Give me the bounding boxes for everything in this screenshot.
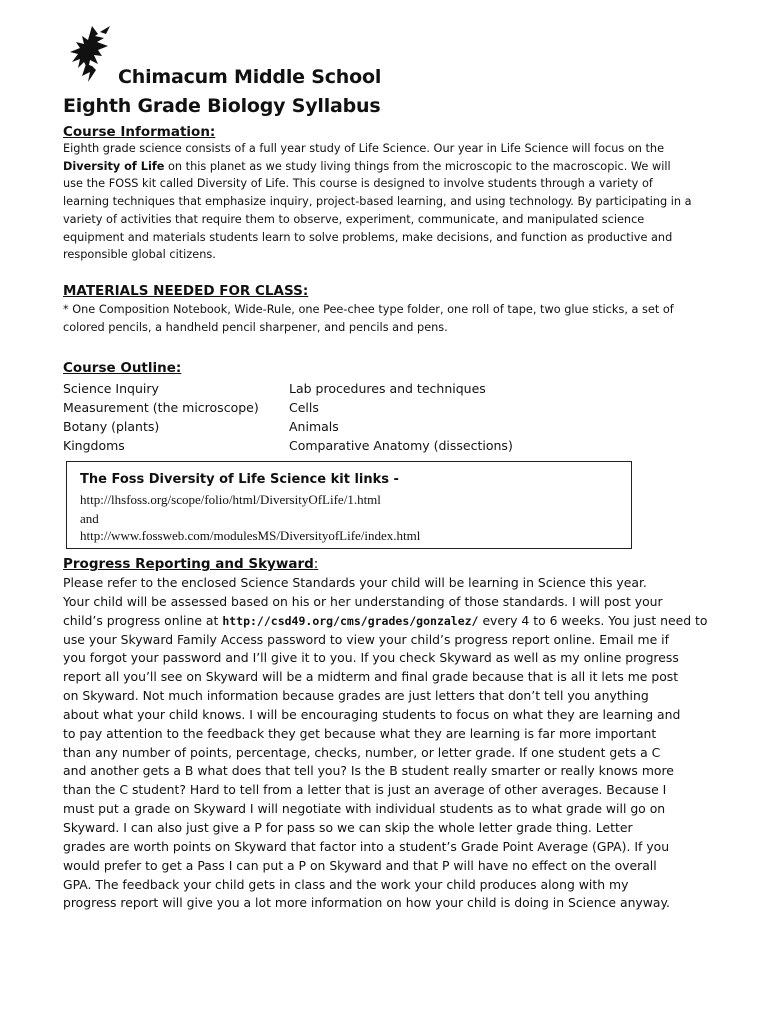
course-info-line: variety of activities that require them to observe, experiment, communicate, and manipulated science: [63, 212, 645, 226]
course-outline-heading: Course Outline:: [63, 360, 182, 376]
progress-line-post: every 4 to 6 weeks. You just need to: [478, 612, 708, 628]
outline-topic: Science Inquiry: [63, 381, 159, 396]
progress-line: than any number of points, percentage, checks, number, or letter grade. If one student gets a C: [63, 744, 661, 760]
course-info-heading: Course Information:: [63, 124, 216, 140]
progress-line: about what your child knows. I will be encouraging students to focus on what they are learning and: [63, 706, 681, 722]
eagle-logo-icon: [64, 24, 114, 84]
progress-line: on Skyward. Not much information because grades are just letters that don’t tell you anything: [63, 688, 649, 704]
outline-topic: Cells: [289, 400, 319, 415]
foss-link-1[interactable]: http://lhsfoss.org/scope/folio/html/DiversityOfLife/1.html: [80, 492, 381, 507]
progress-line: Your child will be assessed based on his or her understanding of those standards. I will post your: [63, 593, 663, 609]
outline-topic: Comparative Anatomy (dissections): [289, 438, 513, 453]
school-name: Chimacum Middle School: [118, 66, 382, 88]
materials-text: [63, 301, 711, 336]
course-info-line-rest: on this planet as we study living things from the microscopic to the macroscopic. We will: [168, 159, 671, 173]
foss-links-box: [66, 461, 632, 549]
progress-line: must put a grade on Skyward I will negotiate with individual students as to what grade will go on: [63, 801, 666, 817]
materials-line: colored pencils, a handheld pencil sharpener, and pencils and pens.: [63, 320, 448, 334]
bold-phrase: Diversity of Life: [63, 159, 165, 173]
course-info-line: equipment and materials students learn to solve problems, make decisions, and function as productive and: [63, 230, 673, 244]
foss-links-heading: The Foss Diversity of Life Science kit links -: [80, 472, 399, 487]
outline-topic: Kingdoms: [63, 438, 125, 453]
progress-text: [63, 574, 723, 913]
progress-line-pre: child’s progress online at: [63, 612, 223, 628]
course-info-line: use the FOSS kit called Diversity of Life. This course is designed to involve students through a variety of: [63, 177, 653, 191]
foss-links-and: and: [80, 511, 99, 526]
course-info-line: responsible global citizens.: [63, 248, 216, 262]
progress-line: Please refer to the enclosed Science Standards your child will be learning in Science this year.: [63, 575, 647, 590]
course-info-text: [63, 140, 711, 264]
progress-line: you forgot your password and I’ll give it to you. If you check Skyward as well as my online progress: [63, 650, 679, 666]
progress-heading-text: Progress Reporting and Skyward: [63, 556, 314, 572]
page-title: Eighth Grade Biology Syllabus: [63, 95, 381, 117]
progress-line: and another gets a B what does that tell you? Is the B student really smarter or really knows more: [63, 763, 674, 779]
progress-heading: [63, 556, 318, 572]
outline-topic: Animals: [289, 419, 339, 434]
progress-line: would prefer to get a Pass I can put a P on Skyward and that P will have no effect on the overall: [63, 857, 657, 873]
progress-line: report all you’ll see on Skyward will be a midterm and final grade because that is all it lets me post: [63, 669, 679, 685]
materials-heading: MATERIALS NEEDED FOR CLASS:: [63, 283, 309, 299]
outline-topic: Lab procedures and techniques: [289, 381, 486, 396]
course-info-line: learning techniques that emphasize inquiry, project-based learning, and using technology. By participating in a: [63, 195, 692, 209]
progress-line: [63, 612, 723, 631]
progress-line: Skyward. I can also just give a P for pass so we can skip the whole letter grade thing. Letter: [63, 819, 633, 835]
progress-line: grades are worth points on Skyward that factor into a student’s Grade Point Average (GPA). If you: [63, 838, 670, 854]
grades-link[interactable]: http://csd49.org/cms/grades/gonzalez/: [222, 613, 479, 628]
outline-topic: Measurement (the microscope): [63, 400, 259, 415]
foss-link-2[interactable]: http://www.fossweb.com/modulesMS/DiversityofLife/index.html: [80, 528, 421, 543]
progress-heading-colon: :: [313, 556, 319, 572]
outline-topic: Botany (plants): [63, 419, 160, 434]
progress-line: progress report will give you a lot more information on how your child is doing in Science anyway.: [63, 895, 670, 911]
progress-line: than the C student? Hard to tell from a letter that is just an average of other averages. Because I: [63, 782, 667, 798]
progress-line: to pay attention to the feedback they get because what they are learning is far more important: [63, 725, 657, 741]
course-info-line: [63, 158, 711, 176]
materials-line: * One Composition Notebook, Wide-Rule, one Pee-chee type folder, one roll of tape, two glue sticks, a set of: [63, 303, 674, 316]
course-info-line: Eighth grade science consists of a full year study of Life Science. Our year in Life Science will focus on the: [63, 142, 665, 155]
progress-line: GPA. The feedback your child gets in class and the work your child produces along with my: [63, 876, 629, 892]
progress-line: use your Skyward Family Access password to view your child’s progress report online. Email me if: [63, 631, 669, 647]
